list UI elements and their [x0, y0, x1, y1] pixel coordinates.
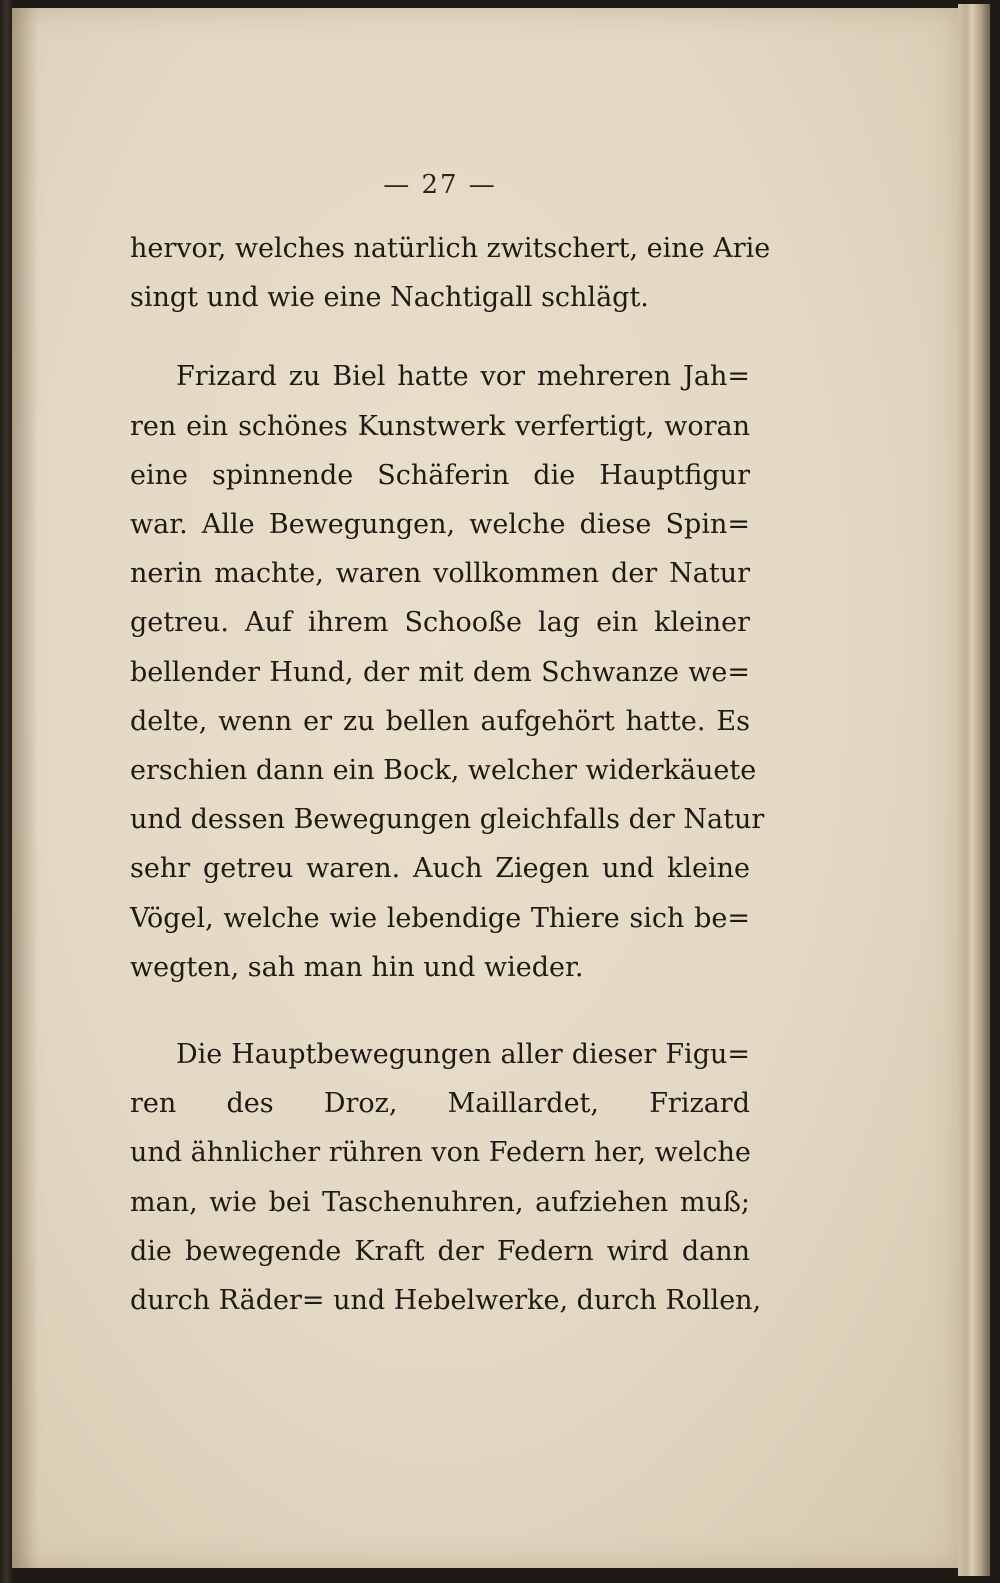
text-line: man, wie bei Taschenuhren, aufziehen muß; — [130, 1186, 750, 1218]
text-line: war. Alle Bewegungen, welche diese Spin= — [130, 509, 750, 541]
page-gutter-shadow — [12, 8, 38, 1568]
text-line: und dessen Bewegungen gleichfalls der Natur — [130, 804, 765, 836]
text-line: durch Räder= und Hebelwerke, durch Rollen, — [130, 1285, 762, 1317]
body-text — [130, 224, 771, 1325]
text-line: wegten, sah man hin und wieder. — [130, 951, 584, 983]
text-line: die bewegende Kraft der Federn wird dann — [130, 1235, 750, 1267]
text-line: eine spinnende Schäferin die Hauptfigur — [130, 459, 750, 491]
text-line: delte, wenn er zu bellen aufgehört hatte. Es — [130, 705, 750, 737]
text-line: Vögel, welche wie lebendige Thiere sich be= — [130, 902, 750, 934]
text-line: nerin machte, waren vollkommen der Natur — [130, 558, 750, 590]
text-line: ren ein schönes Kunstwerk verfertigt, woran — [130, 410, 750, 442]
page-edge-stack — [958, 4, 990, 1576]
text-line: hervor, welches natürlich zwitschert, eine Arie — [130, 233, 771, 264]
text-line: bellender Hund, der mit dem Schwanze we= — [130, 656, 750, 688]
text-line: erschien dann ein Bock, welcher widerkäuete — [130, 755, 757, 787]
paragraph-1 — [130, 224, 771, 322]
paragraph-3 — [130, 1030, 762, 1325]
text-line: getreu. Auf ihrem Schooße lag ein kleiner — [130, 607, 750, 639]
text-line: Die Hauptbewegungen aller dieser Figu= — [176, 1039, 750, 1071]
paragraph-2 — [130, 352, 765, 992]
text-line: und ähnlicher rühren von Federn her, welche — [130, 1137, 751, 1169]
page-number: — 27 — — [383, 170, 497, 200]
text-line: Frizard zu Biel hatte vor mehreren Jah= — [176, 361, 750, 393]
text-line: sehr getreu waren. Auch Ziegen und kleine — [130, 853, 750, 885]
text-line: ren des Droz, Maillardet, Frizard — [130, 1088, 750, 1120]
text-line: singt und wie eine Nachtigall schlägt. — [130, 282, 649, 314]
